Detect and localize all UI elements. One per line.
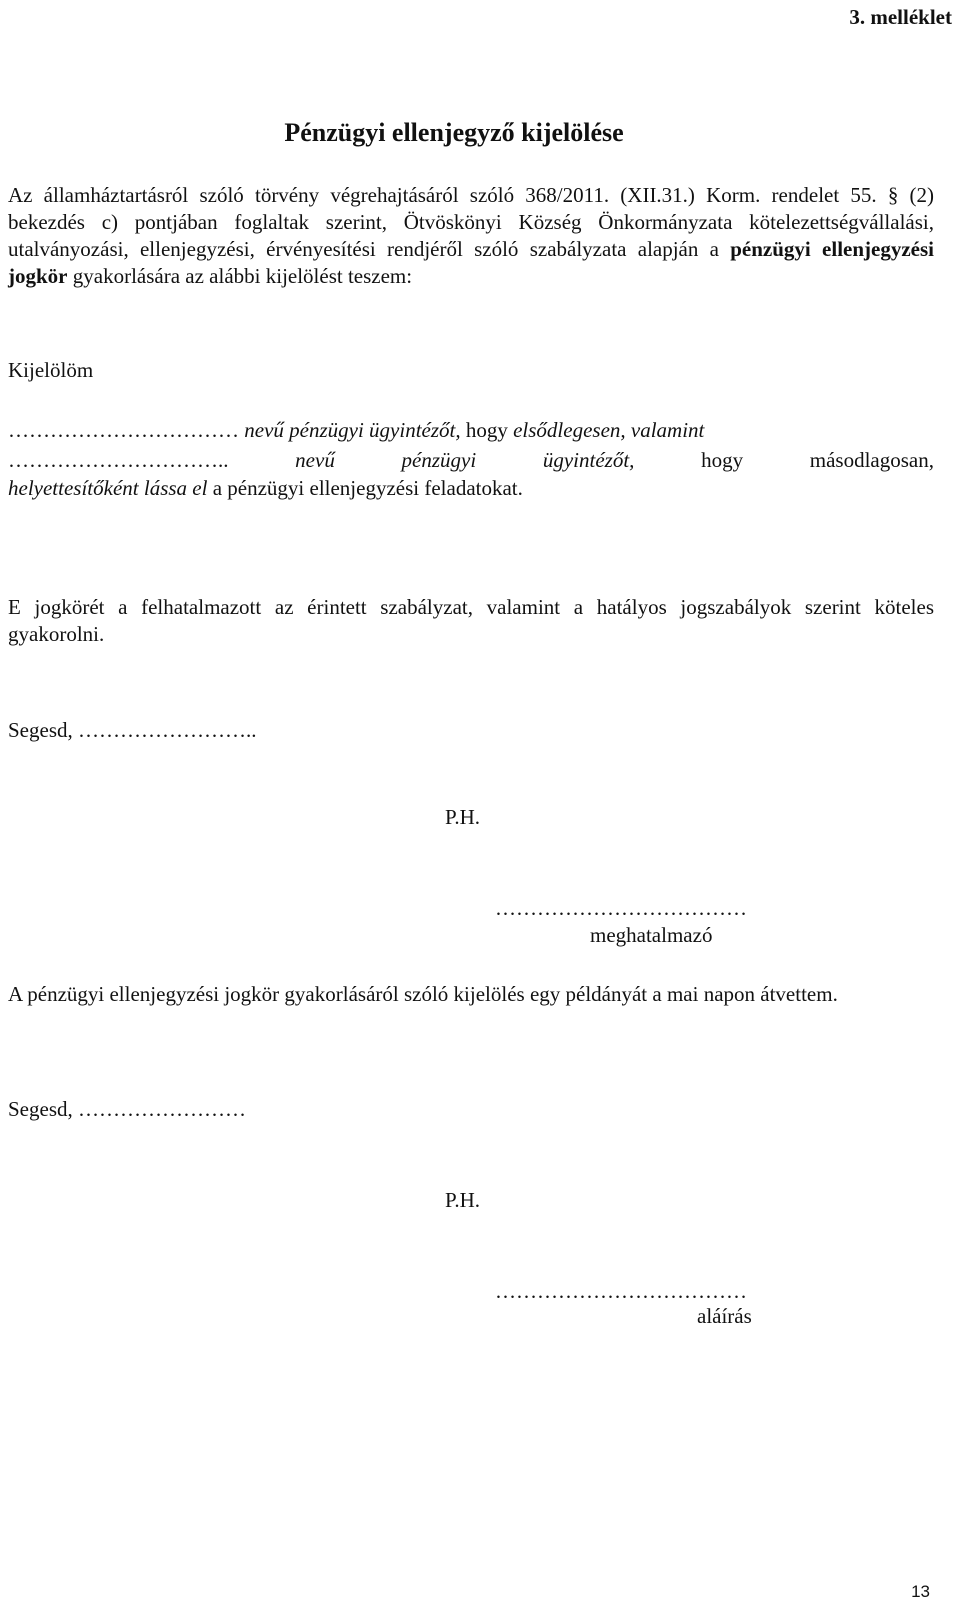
place-date-2: Segesd, …………………… [8, 1097, 246, 1121]
designation-line-3 [8, 475, 523, 502]
intro-text-end: gyakorlására az alábbi kijelölést teszem: [67, 264, 413, 288]
signature-label-2: aláírás [697, 1304, 752, 1328]
designation-plain-1: hogy [460, 418, 514, 442]
designation-plain-2: hogy másodlagosan, [701, 448, 935, 472]
place-date-1: Segesd, …………………….. [8, 718, 257, 742]
stamp-placeholder-2: P.H. [445, 1188, 481, 1212]
designation-plain-3: a pénzügyi ellenjegyzési feladatokat. [207, 476, 523, 500]
intro-text-start: Az államháztartásról szóló törvény végrehajtásáról szóló 368/2011. (XII.31.) Korm. rendelet 55. § (2) bekezdés c) pontjában foglaltak szerint, Ötvöskönyi Község Önkormányzata kötelezettségvállalási, utalványozási, ellenjegyzési, érvényesítési rendjéről szóló szabályzata alapján a [8, 183, 934, 261]
intro-paragraph [8, 182, 934, 290]
signature-line-2: ……………………………… [495, 1279, 747, 1303]
obligation-paragraph: E jogkörét a felhatalmazott az érintett szabályzat, valamint a hatályos jogszabályok szerint köteles gyakorolni. [8, 595, 934, 646]
stamp-placeholder-1: P.H. [445, 805, 481, 829]
designation-italic-3: nevű pénzügyi ügyintézőt, [228, 448, 702, 472]
name-blank-primary: …………………………… [8, 418, 239, 442]
page-number: 13 [911, 1582, 930, 1601]
designation-italic-1: nevű pénzügyi ügyintézőt, [239, 418, 461, 442]
name-blank-secondary: ………………………….. [8, 448, 229, 472]
receipt-paragraph: A pénzügyi ellenjegyzési jogkör gyakorlásáról szóló kijelölés egy példányát a mai napon átvettem. [8, 982, 838, 1006]
designation-italic-4: helyettesítőként lássa el [8, 476, 208, 500]
document-title: Pénzügyi ellenjegyző kijelölése [284, 118, 624, 147]
signature-line-1: ……………………………… [495, 896, 747, 920]
signature-label-1: meghatalmazó [590, 923, 713, 947]
designation-line-1 [8, 417, 704, 444]
annex-label: 3. melléklet [849, 5, 952, 29]
designation-line-2 [8, 447, 934, 474]
designate-word: Kijelölöm [8, 358, 94, 382]
designation-italic-2: elsődlegesen, valamint [513, 418, 705, 442]
intro-bold-term: pénzügyi ellenjegyzési jogkör [8, 237, 934, 288]
